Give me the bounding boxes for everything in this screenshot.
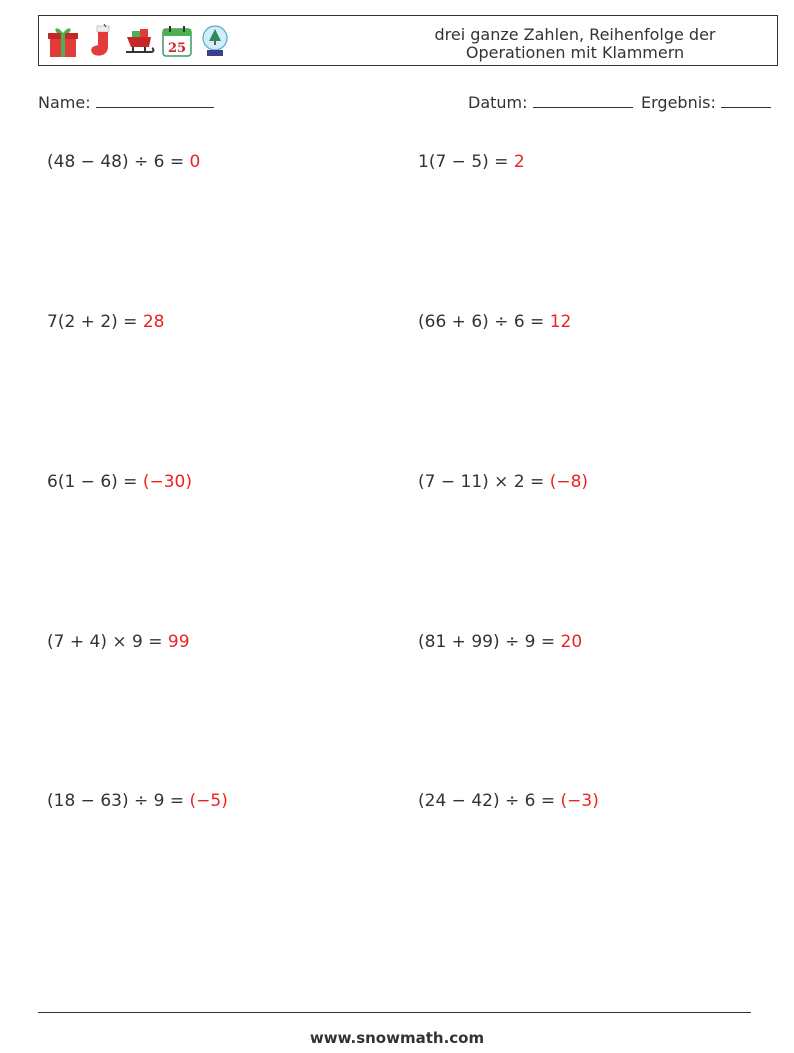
problem-3 — [47, 312, 164, 332]
problem-expression: (24 − 42) ÷ 6 = — [418, 791, 561, 811]
name-blank — [96, 93, 214, 108]
problem-answer: 0 — [189, 152, 201, 172]
name-label: Name: — [38, 93, 91, 112]
problem-expression: 1(7 − 5) = — [418, 152, 514, 172]
problem-answer: (−5) — [189, 791, 228, 811]
title-line-1: drei ganze Zahlen, Reihenfolge der — [434, 25, 716, 44]
footer-divider — [38, 1012, 751, 1013]
problem-answer: 20 — [560, 632, 583, 652]
name-field — [38, 93, 214, 112]
problem-4 — [418, 312, 571, 332]
problem-answer: (−8) — [549, 472, 589, 492]
header-icons — [47, 23, 231, 59]
problem-1 — [47, 152, 200, 172]
calendar-icon — [161, 23, 193, 59]
problem-expression: (7 − 11) × 2 = — [418, 472, 550, 492]
problem-8 — [418, 632, 582, 652]
problem-expression: (48 − 48) ÷ 6 = — [47, 152, 190, 172]
calendar-number: 25 — [167, 41, 187, 56]
problem-expression: 6(1 − 6) = — [47, 472, 143, 492]
result-label: Ergebnis: — [641, 93, 716, 112]
title-line-2: Operationen mit Klammern — [465, 43, 685, 62]
worksheet-header — [38, 15, 778, 66]
date-blank — [533, 93, 633, 108]
problem-7 — [47, 632, 190, 652]
problem-answer: 12 — [549, 312, 572, 332]
stocking-icon — [85, 23, 117, 59]
problem-answer: (−3) — [560, 791, 599, 811]
result-field — [641, 93, 771, 112]
footer-url: www.snowmath.com — [309, 1029, 485, 1047]
snow-globe-icon — [199, 23, 231, 59]
problem-answer: 28 — [142, 312, 165, 332]
problem-10 — [418, 791, 599, 811]
problem-expression: (81 + 99) ÷ 9 = — [418, 632, 561, 652]
problem-answer: (−30) — [142, 472, 192, 492]
problem-answer: 99 — [167, 632, 190, 652]
problem-9 — [47, 791, 228, 811]
sleigh-icon — [123, 23, 155, 59]
date-label: Datum: — [468, 93, 528, 112]
problem-answer: 2 — [513, 152, 525, 172]
problem-expression: (7 + 4) × 9 = — [47, 632, 168, 652]
date-field — [468, 93, 633, 112]
problem-6 — [418, 472, 588, 492]
problem-expression: 7(2 + 2) = — [47, 312, 143, 332]
gift-icon — [47, 23, 79, 59]
worksheet-title — [379, 26, 771, 62]
problem-2 — [418, 152, 525, 172]
problem-expression: (18 − 63) ÷ 9 = — [47, 791, 190, 811]
result-blank — [721, 93, 771, 108]
problem-expression: (66 + 6) ÷ 6 = — [418, 312, 550, 332]
problem-5 — [47, 472, 192, 492]
